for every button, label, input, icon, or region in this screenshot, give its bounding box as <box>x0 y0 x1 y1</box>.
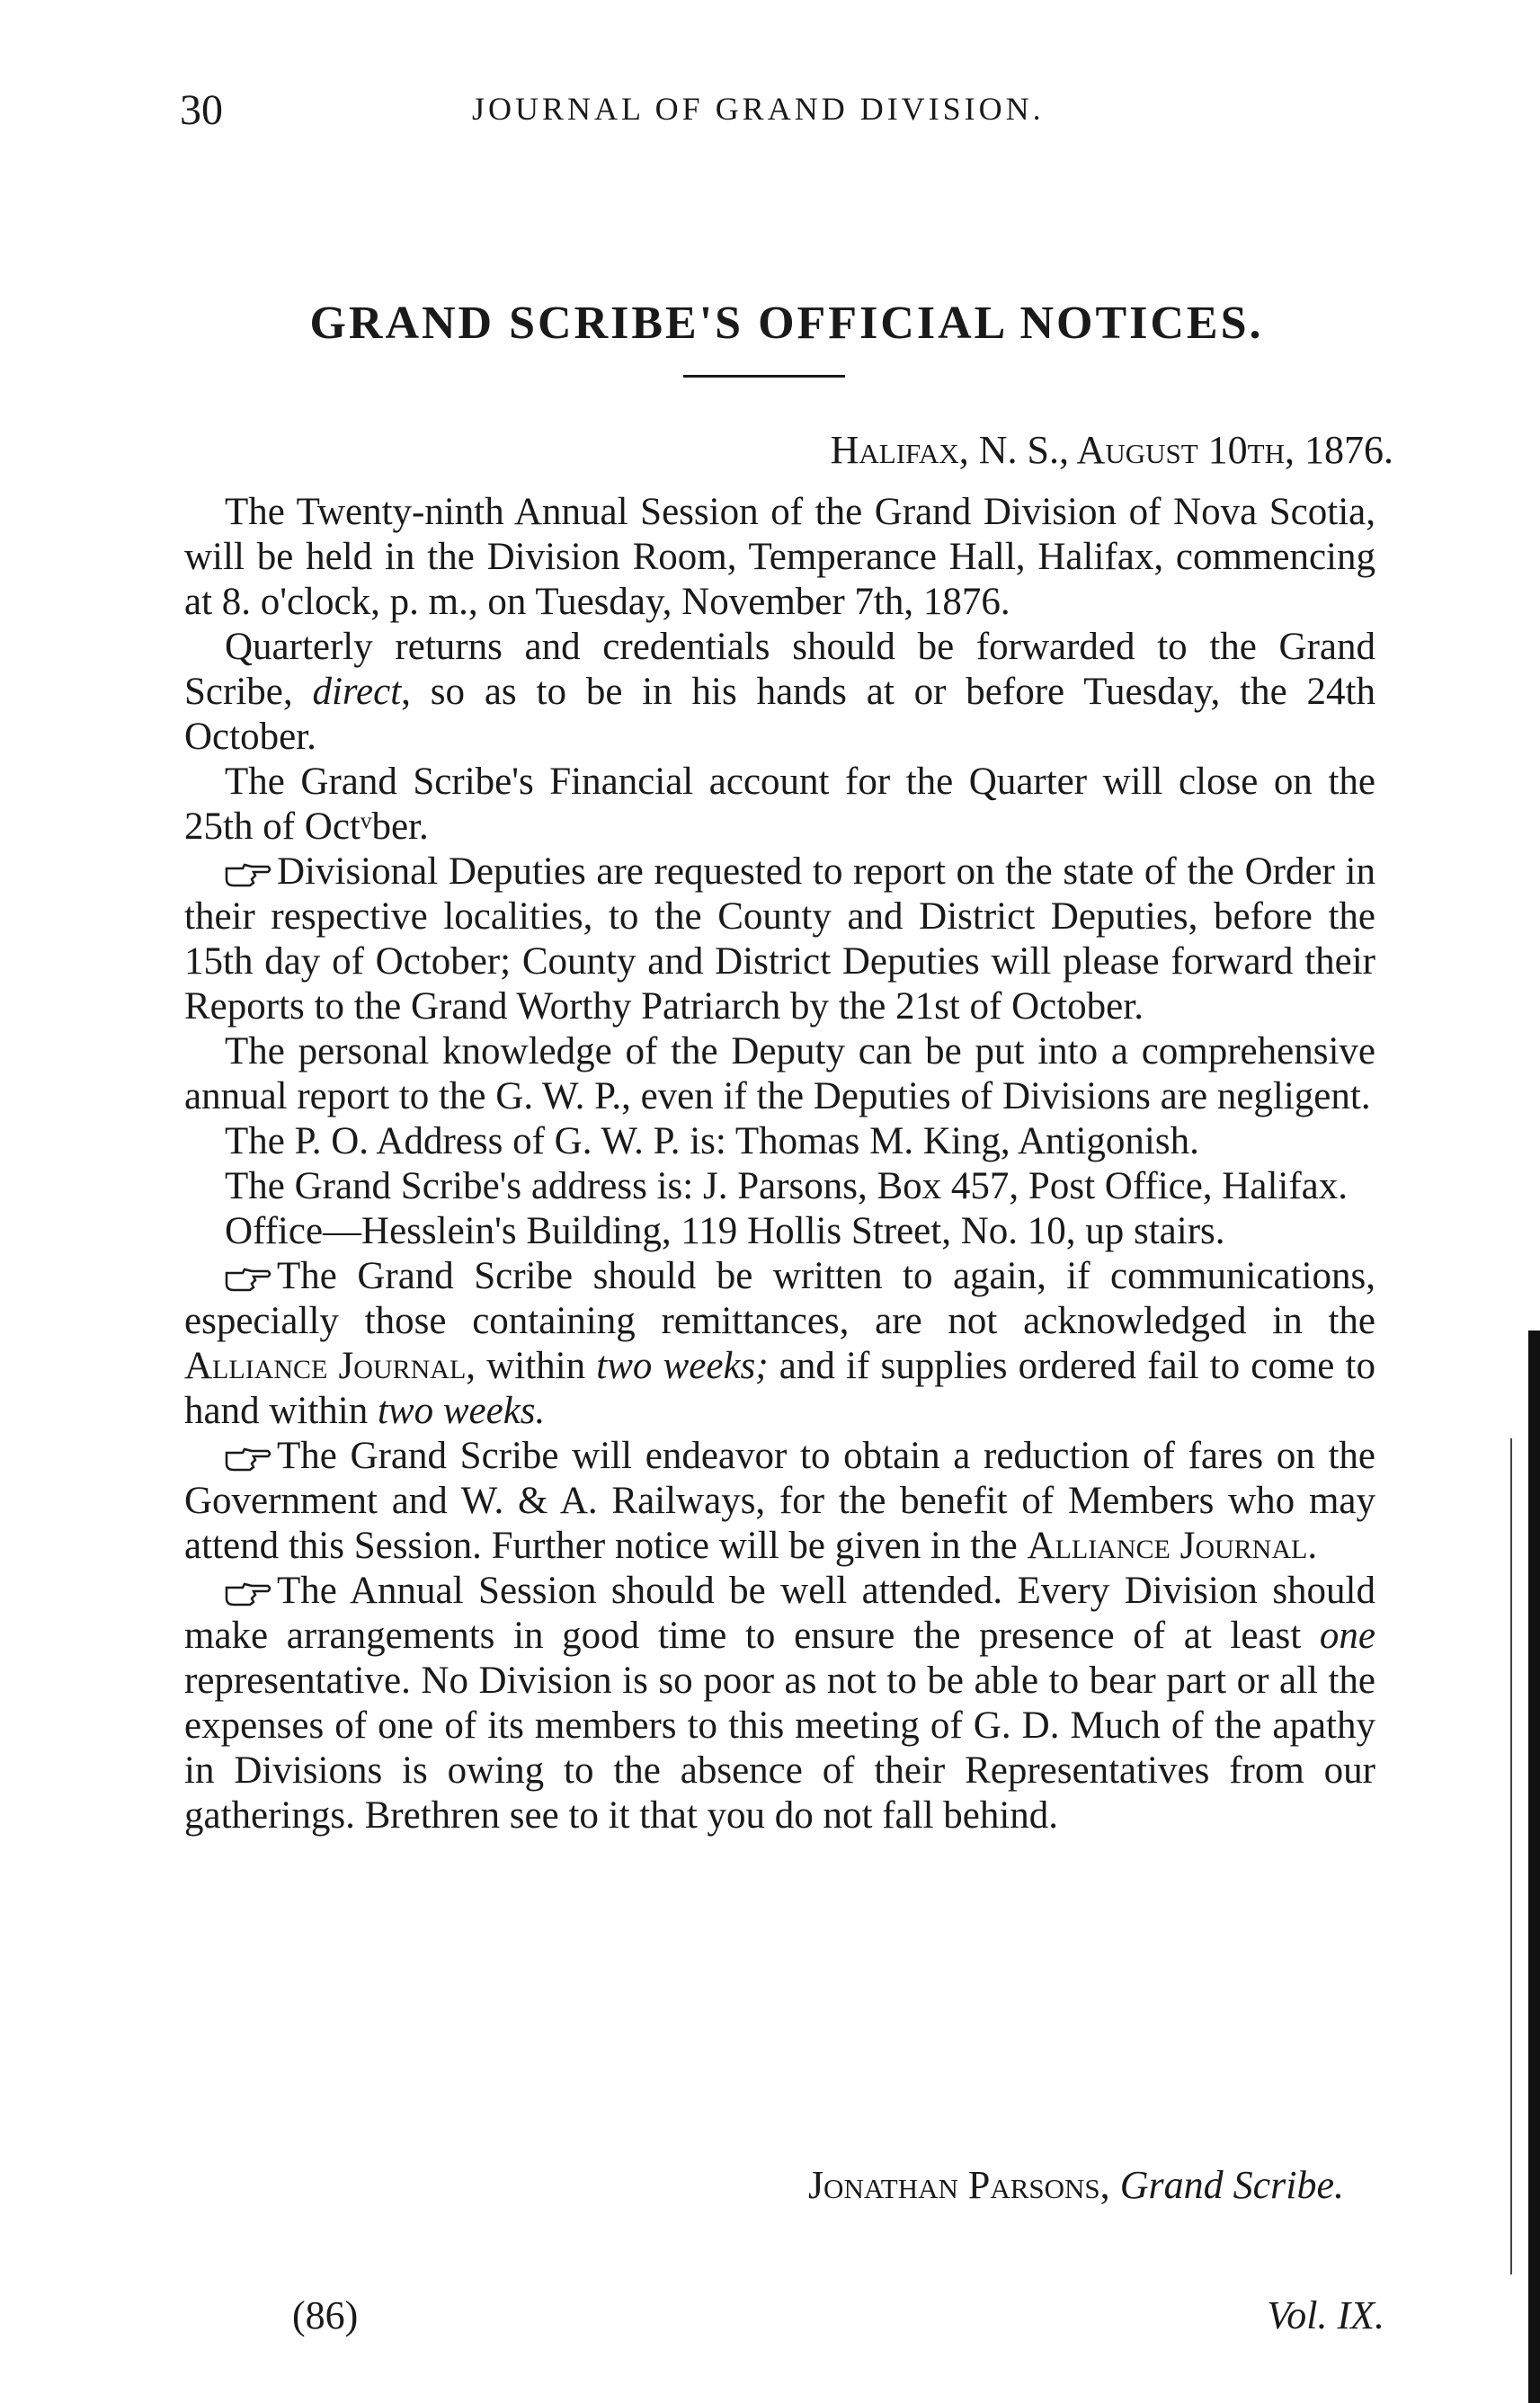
running-head <box>180 85 1393 139</box>
paragraph-deputy-report <box>184 1029 1375 1119</box>
pointing-hand-icon <box>225 1446 272 1473</box>
emphasis-text: one <box>1319 1615 1375 1657</box>
heading-rule <box>683 375 845 378</box>
paragraph-office <box>184 1209 1375 1254</box>
emphasis-text: two weeks; <box>596 1345 769 1387</box>
signature <box>629 2162 1344 2208</box>
footer-volume: Vol. IX. <box>1267 2293 1384 2337</box>
paragraph-text: , so as to be in his hands at or before Tuesday, the 24th October. <box>184 671 1375 758</box>
paragraph-attendance <box>184 1569 1375 1838</box>
paragraph-deputies <box>184 850 1375 1029</box>
paragraph-text: . <box>1307 1525 1318 1567</box>
paragraph-text: The personal knowledge of the Deputy can be put into a comprehensive annual report to the G. W. P., even if the Deputies of Divisions are negligent. <box>184 1030 1375 1117</box>
paragraph-text: The Grand Scribe will endeavor to obtain a reduction of fares on the Government and W. & A. Railways, for the benefit of Members who may attend this Session. Further notice will be given in the <box>184 1435 1375 1567</box>
paragraph-remittances <box>184 1254 1375 1434</box>
paragraph-gwp-address <box>184 1119 1375 1164</box>
section-heading: GRAND SCRIBE'S OFFICIAL NOTICES. <box>309 298 1264 349</box>
page-number: 30 <box>180 86 223 134</box>
emphasis-text: direct <box>312 671 402 713</box>
dateline: Halifax, N. S., August 10th, 1876. <box>830 428 1393 472</box>
paragraph-text: Quarterly returns and credentials should be forwarded to the Grand Scribe, <box>184 626 1375 713</box>
paragraph-text: The Grand Scribe's address is: J. Parsons, Box 457, Post Office, Halifax. <box>225 1165 1348 1207</box>
signature-name: Jonathan Parsons, <box>807 2163 1110 2207</box>
pointing-hand-icon <box>225 1266 272 1293</box>
paragraph-scribe-address <box>184 1164 1375 1209</box>
paragraph-text: The P. O. Address of G. W. P. is: Thomas M. King, Antigonish. <box>225 1120 1199 1162</box>
paragraph-text: Divisional Deputies are requested to report on the state of the Order in their respective localities, to the County and District Deputies, before the 15th day of October; County and District Deputies will please forward their Reports to the Grand Worthy Patriarch by the 21st of October. <box>184 850 1375 1028</box>
journal-name: Alliance Journal <box>184 1345 467 1387</box>
journal-name: Alliance Journal <box>1027 1525 1308 1567</box>
paragraph-financial <box>184 760 1375 850</box>
notice-body <box>184 490 1375 1838</box>
paragraph-text: Office—Hesslein's Building, 119 Hollis Street, No. 10, up stairs. <box>225 1210 1225 1252</box>
paragraph-text: The Annual Session should be well attended. Every Division should make arrangements in good time to ensure the presence of at least <box>184 1570 1375 1657</box>
paragraph-text: The Twenty-ninth Annual Session of the Grand Division of Nova Scotia, will be held in the Division Room, Temperance Hall, Halifax, commencing at 8. o'clock, p. m., on Tuesday, November 7th, 1876. <box>184 491 1375 623</box>
paragraph-text: representative. No Division is so poor as not to be able to bear part or all the expenses of one of its members to this meeting of G. D. Much of the apathy in Divisions is owing to the absence of their Representatives from our gatherings. Brethren see to it that you do not fall behind. <box>184 1660 1375 1837</box>
pointing-hand-icon <box>225 1580 272 1607</box>
footer-page-ref: (86) <box>292 2293 359 2337</box>
scan-edge-line <box>1510 1438 1512 2274</box>
pointing-hand-icon <box>225 861 272 888</box>
paragraph-railways <box>184 1434 1375 1569</box>
scan-edge-bar <box>1528 1331 1540 2403</box>
paragraph-text: , within <box>466 1345 597 1387</box>
paragraph-text: The Grand Scribe's Financial account for the Quarter will close on the 25th of Octᵛber. <box>184 761 1375 848</box>
paragraph-session <box>184 490 1375 625</box>
emphasis-text: two weeks. <box>377 1390 546 1432</box>
paragraph-text: The Grand Scribe should be written to again, if communications, especially those containing remittances, are not acknowledged in the <box>184 1255 1375 1342</box>
journal-title: JOURNAL OF GRAND DIVISION. <box>472 91 1045 127</box>
paragraph-text: and if supplies ordered fail to come to hand within <box>184 1345 1375 1432</box>
paragraph-returns <box>184 625 1375 760</box>
signature-title: Grand Scribe. <box>1119 2163 1344 2207</box>
